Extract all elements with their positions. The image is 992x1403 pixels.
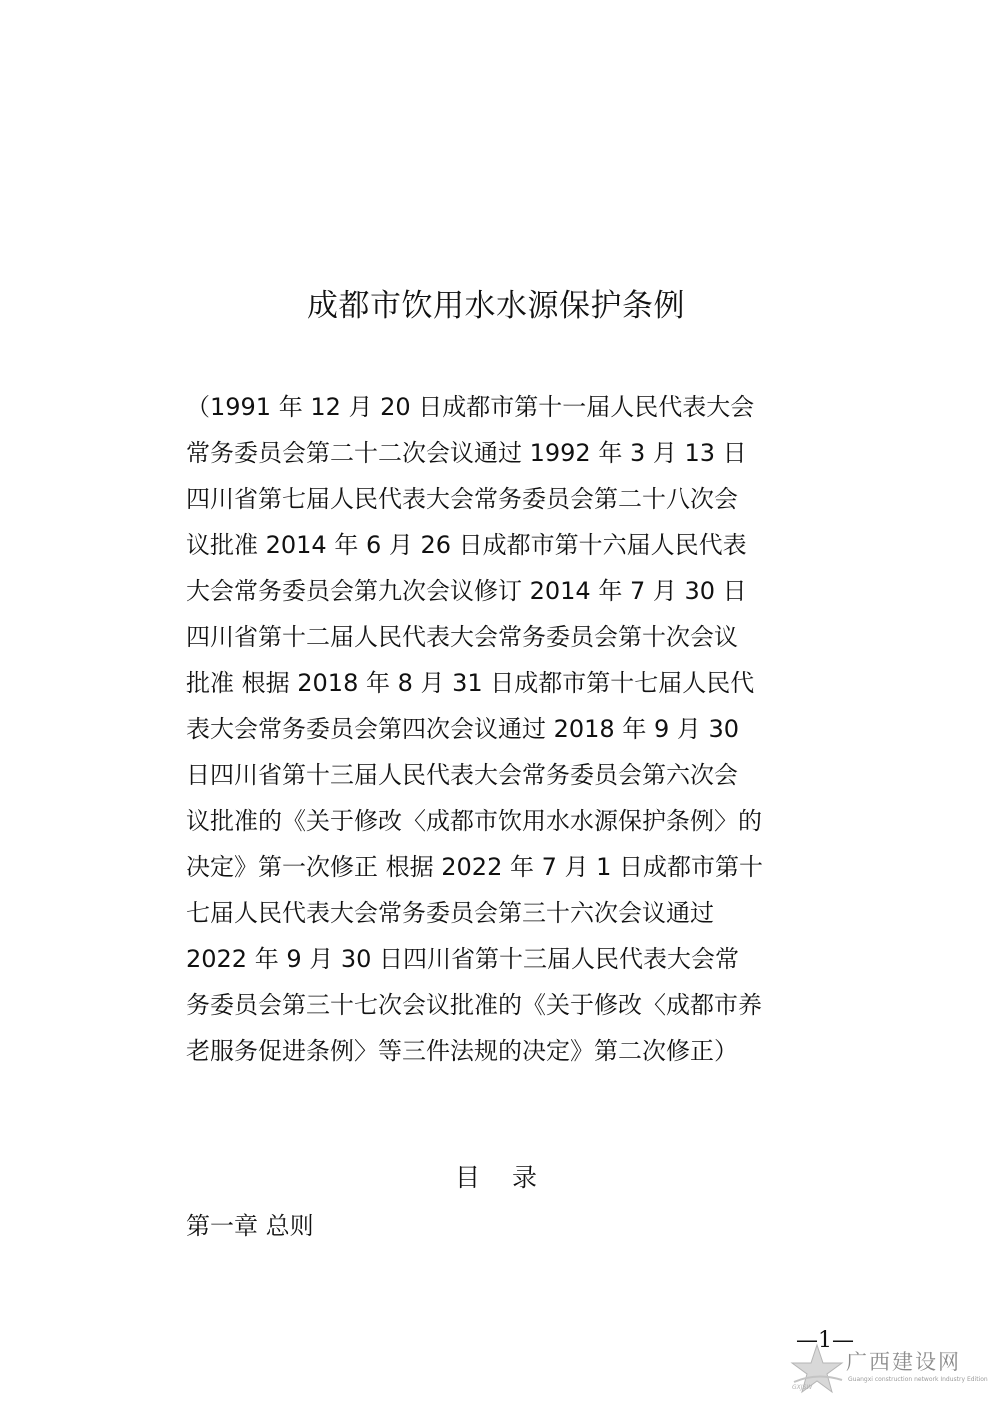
history-line: 议批准的《关于修改〈成都市饮用水水源保护条例〉的 — [186, 807, 762, 835]
history-line: 七届人民代表大会常务委员会第三十六次会议通过 — [186, 899, 714, 927]
page-number: —1— — [796, 1328, 854, 1353]
watermark-brand: 广西建设网 — [846, 1350, 961, 1374]
history-line: 议批准 2014 年 6 月 26 日成都市第十六届人民代表 — [186, 531, 747, 559]
toc-item-chapter-1[interactable]: 第一章 总则 — [186, 1212, 314, 1240]
history-line: 表大会常务委员会第四次会议通过 2018 年 9 月 30 — [186, 715, 740, 743]
history-line: 大会常务委员会第九次会议修订 2014 年 7 月 30 日 — [186, 577, 747, 605]
legislative-history — [186, 384, 808, 1074]
watermark-subtitle: Guangxi construction network Industry Edition — [848, 1376, 988, 1383]
history-line: 决定》第一次修正 根据 2022 年 7 月 1 日成都市第十 — [186, 853, 764, 881]
history-line: 常务委员会第二十二次会议通过 1992 年 3 月 13 日 — [186, 439, 747, 467]
watermark-tag: GXJSW — [792, 1384, 813, 1391]
history-line: 务委员会第三十七次会议批准的《关于修改〈成都市养 — [186, 991, 762, 1019]
history-line: 日四川省第十三届人民代表大会常务委员会第六次会 — [186, 761, 738, 789]
history-line: 四川省第七届人民代表大会常务委员会第二十八次会 — [186, 485, 738, 513]
history-line: 2022 年 9 月 30 日四川省第十三届人民代表大会常 — [186, 945, 740, 973]
history-line: 批准 根据 2018 年 8 月 31 日成都市第十七届人民代 — [186, 669, 755, 697]
history-line: 老服务促进条例〉等三件法规的决定》第二次修正） — [186, 1037, 738, 1065]
history-line: 四川省第十二届人民代表大会常务委员会第十次会议 — [186, 623, 738, 651]
history-line: （1991 年 12 月 20 日成都市第十一届人民代表大会 — [186, 393, 755, 421]
toc-heading: 目 录 — [455, 1163, 549, 1192]
document-title: 成都市饮用水水源保护条例 — [307, 288, 685, 324]
watermark-logo — [786, 1340, 986, 1400]
